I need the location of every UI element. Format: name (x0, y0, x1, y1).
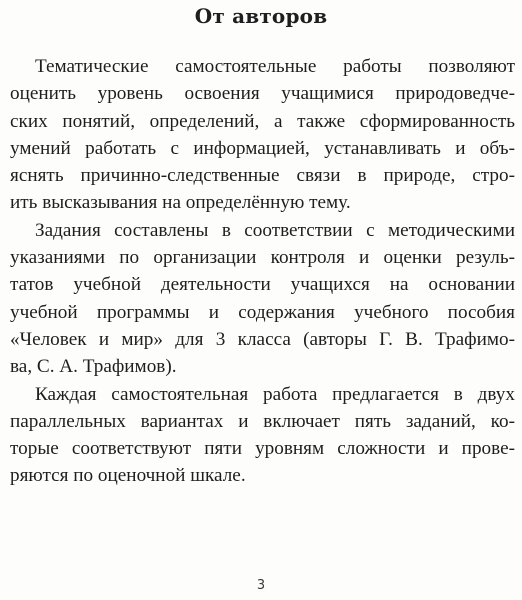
text-line: ва, С. А. Трафимов). (10, 356, 177, 378)
text-line: ских понятий, определений, а также сформированность (10, 110, 515, 132)
text-line: «Человек и мир» для 3 класса (авторы Г. В. Трафимо- (10, 328, 515, 350)
text-line: умений работать с информацией, устанавливать и объ- (10, 137, 515, 159)
text-line: параллельных вариантах и включает пять заданий, ко- (10, 410, 515, 432)
text-line: Тематические самостоятельные работы позволяют (35, 56, 515, 77)
page-number: 3 (256, 578, 266, 593)
text-line: Каждая самостоятельная работа предлагается в двух (35, 383, 515, 405)
text-line: торые соответствуют пяти уровням сложности и прове- (10, 438, 515, 460)
text-line: указаниями по организации контроля и оценки резуль- (10, 247, 515, 269)
text-line: татов учебной деятельности учащихся на основании (10, 274, 515, 296)
paragraph-2 (0, 217, 522, 381)
paragraph-3 (0, 381, 522, 490)
text-line: ряются по оценочной шкале. (10, 465, 246, 487)
paragraph-1 (0, 53, 522, 217)
page-title: От авторов (194, 4, 328, 28)
text-line: учебной программы и содержания учебного пособия (10, 301, 515, 323)
text-line: оценить уровень освоения учащимися природоведче- (10, 83, 515, 105)
text-line: Задания составлены в соответствии с методическими (35, 219, 515, 241)
text-line: яснять причинно-следственные связи в природе, стро- (10, 165, 515, 187)
text-line: ить высказывания на определённую тему. (10, 192, 351, 214)
body-text (0, 53, 522, 490)
